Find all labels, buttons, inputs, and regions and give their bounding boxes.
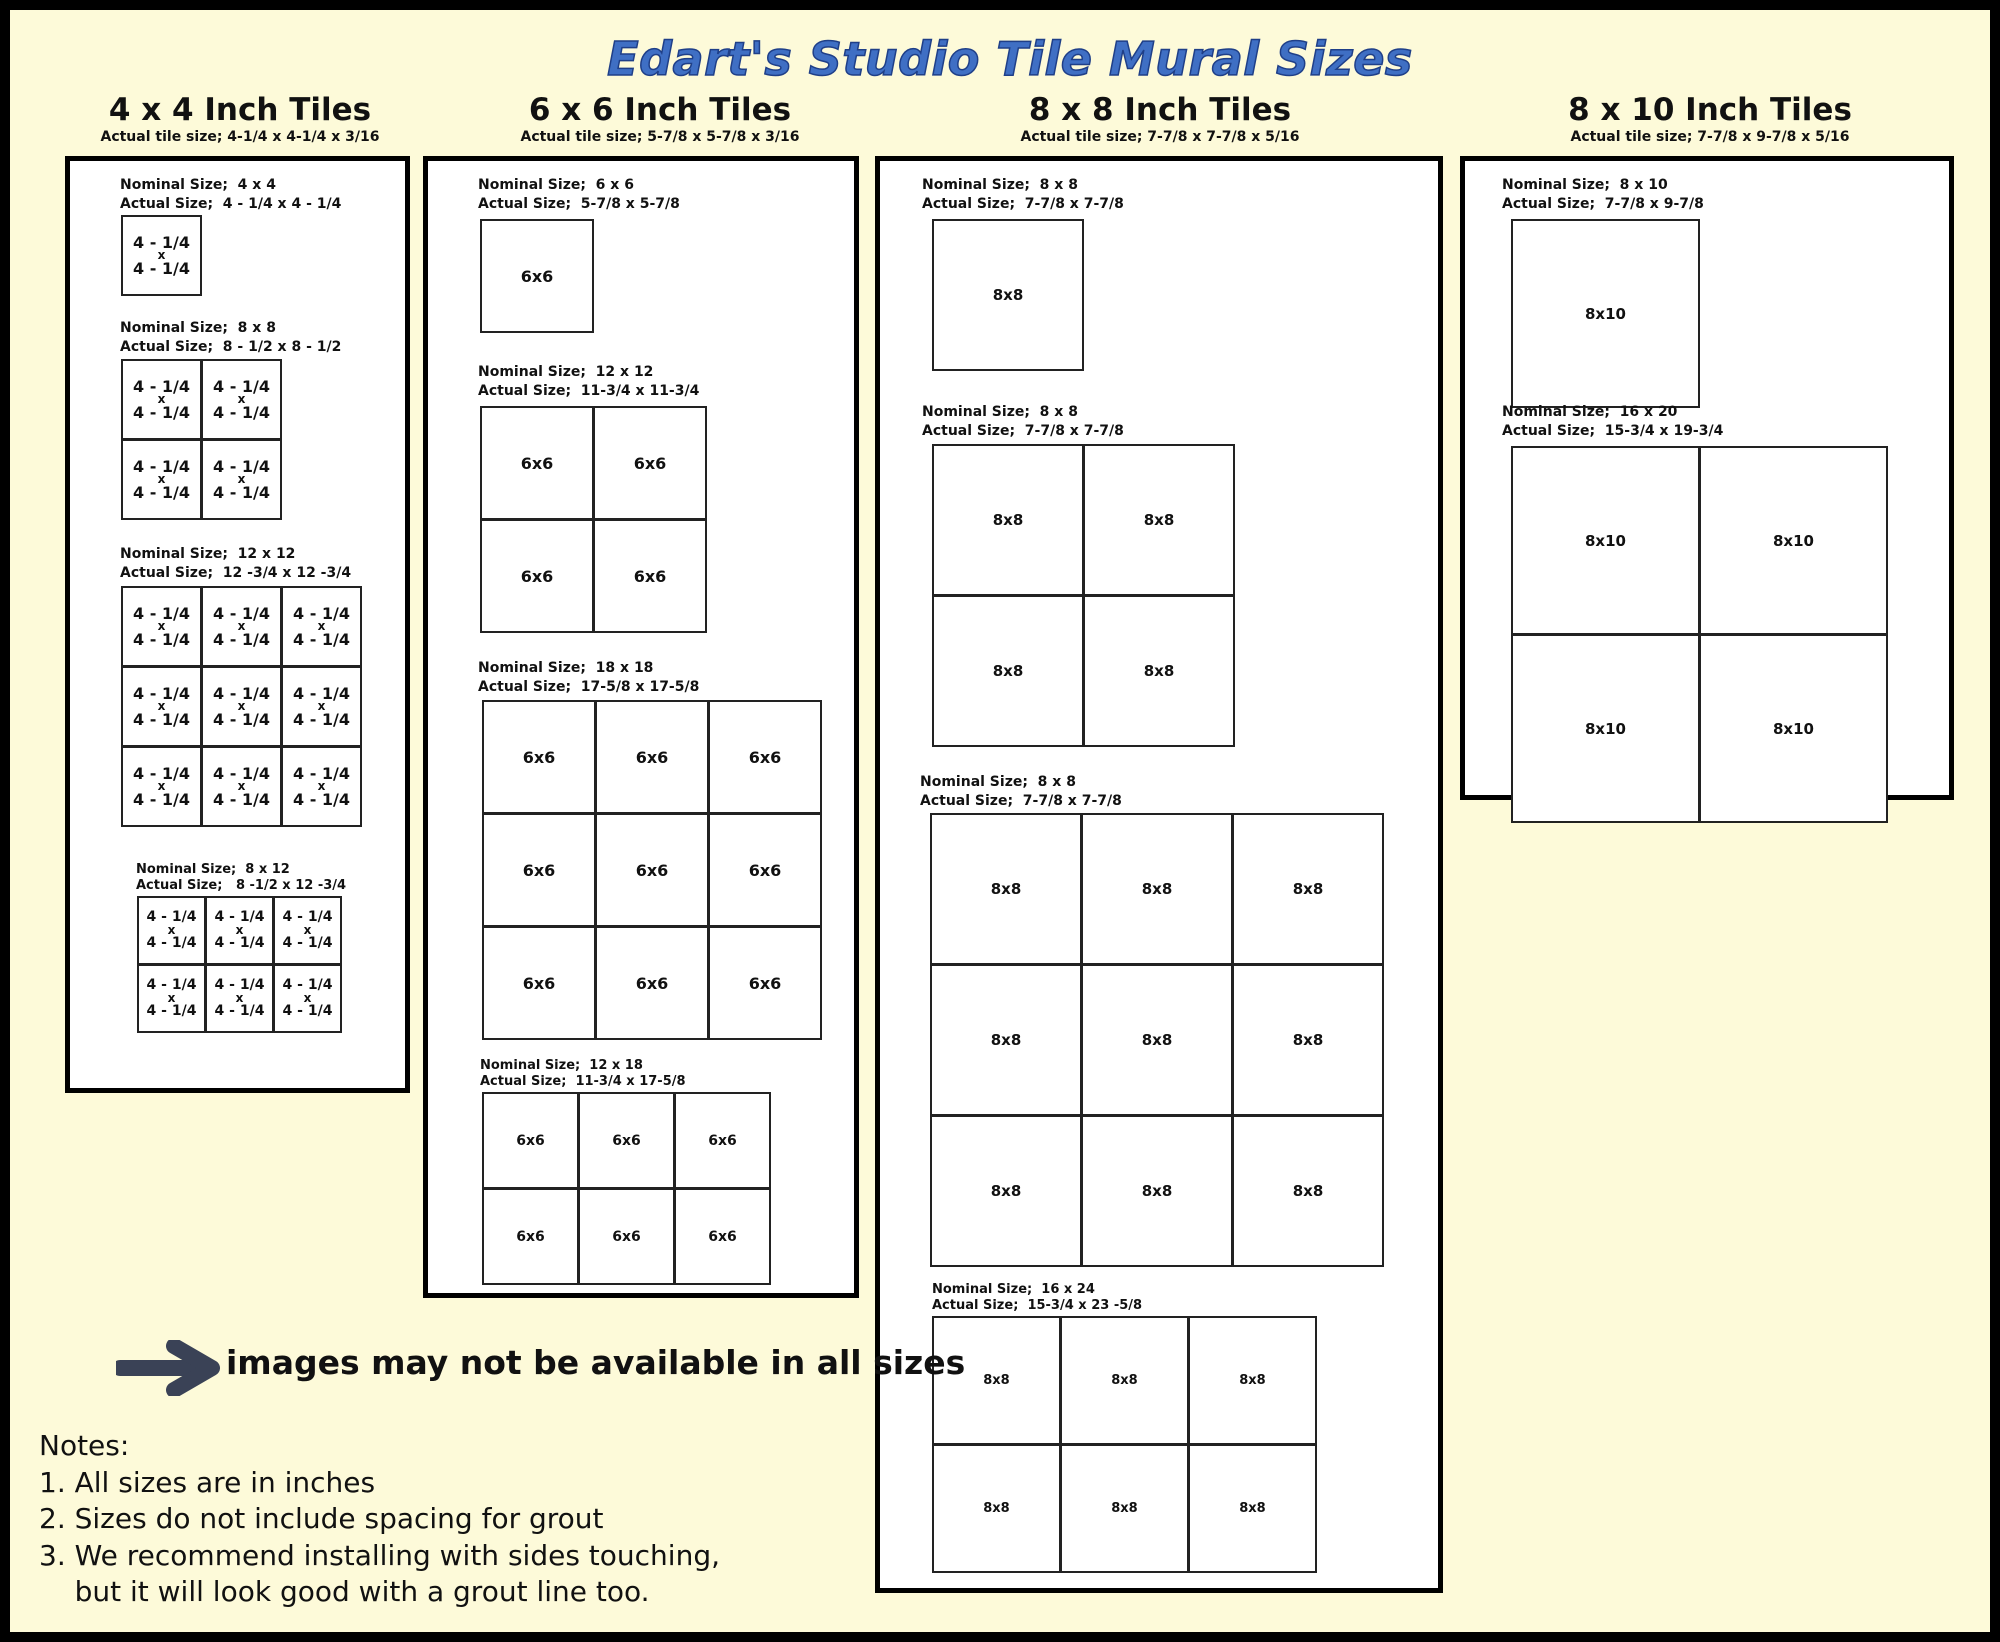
tile-grid [122,216,202,296]
tile [480,406,594,520]
tile-dim-top: 4 - 1/4 [132,604,191,623]
tile-grid [122,360,282,520]
tile-label: 6x6 [516,1132,545,1149]
tile-label: 6x6 [635,860,669,880]
tile-label [133,606,190,647]
tile [930,964,1082,1116]
tile-dim-top: 4 - 1/4 [212,604,271,623]
note-item: but it will look good with a grout line too. [39,1575,650,1608]
tile [480,219,594,333]
tile-dim-top: 4 - 1/4 [146,977,197,993]
tile-grid [483,1093,771,1285]
tile-dim-top: 4 - 1/4 [212,684,271,703]
tile-label [213,766,270,807]
actual-size-label: Actual Size; 8 -1/2 x 12 -3/4 [136,878,347,893]
tile-dim-bot: 4 - 1/4 [132,710,191,729]
tile-label: 6x6 [748,973,782,993]
column-subheading: Actual tile size; 7-7/8 x 7-7/8 x 5/16 [1020,129,1300,145]
tile-label: 8x8 [990,1182,1022,1200]
tile [595,700,709,814]
tile-grid [931,814,1384,1267]
actual-size-label: Actual Size; 5-7/8 x 5-7/8 [478,196,680,212]
actual-size-label: Actual Size; 15-3/4 x 19-3/4 [1502,423,1724,439]
tile [205,896,274,965]
tile-label [213,379,270,420]
nominal-size-label: Nominal Size; 8 x 8 [120,320,276,336]
tile-label: 6x6 [522,860,556,880]
tile-label [133,235,190,276]
tile [1083,595,1235,747]
tile-label: 6x6 [633,566,667,586]
tile [930,813,1082,965]
tile [1511,446,1700,635]
tile [1188,1316,1317,1445]
tile-dim-bot: 4 - 1/4 [292,710,351,729]
tile [482,926,596,1040]
tile [201,439,282,520]
nominal-size-label: Nominal Size; 12 x 12 [478,364,654,380]
tile [674,1092,771,1189]
tile-label [213,686,270,727]
tile-dim-top: 4 - 1/4 [132,457,191,476]
tile [1081,1115,1233,1267]
tile-label: 6x6 [520,566,554,586]
tile-label: 8x10 [1773,719,1814,738]
tile-label [283,910,333,951]
tile [121,359,202,440]
tile [205,964,274,1033]
tile [1188,1444,1317,1573]
tile [1060,1316,1189,1445]
tile-label: 6x6 [522,973,556,993]
tile-dim-bot: 4 - 1/4 [132,403,191,422]
tile-dim-bot: 4 - 1/4 [292,630,351,649]
nominal-size-label: Nominal Size; 12 x 18 [480,1058,643,1073]
tile [593,519,707,633]
tile-label: 8x8 [1292,1182,1324,1200]
tile-label [215,978,265,1019]
tile-label: 6x6 [612,1132,641,1149]
tile-label: 8x8 [990,880,1022,898]
tile-label [133,379,190,420]
tile-label: 6x6 [748,860,782,880]
actual-size-label: Actual Size; 15-3/4 x 23 -5/8 [932,1298,1143,1313]
tile-label [213,606,270,647]
tile-dim-x: x [237,392,246,406]
tile-dim-top: 4 - 1/4 [212,457,271,476]
tile-dim-top: 4 - 1/4 [214,977,265,993]
availability-note: images may not be available in all sizes [226,1343,966,1382]
tile [201,746,282,827]
tile-dim-bot: 4 - 1/4 [282,935,333,951]
tile [121,746,202,827]
tile [1232,813,1384,965]
tile-label: 8x8 [1111,1501,1138,1516]
tile [273,896,342,965]
actual-size-label: Actual Size; 8 - 1/2 x 8 - 1/2 [120,339,342,355]
tile [1699,446,1888,635]
column-heading: 6 x 6 Inch Tiles [528,92,792,128]
tile-label: 8x10 [1585,531,1626,550]
tile-label: 6x6 [635,747,669,767]
tile [674,1188,771,1285]
tile-label: 8x8 [992,662,1024,680]
note-item: 2. Sizes do not include spacing for grout [39,1502,604,1535]
column-header [490,92,830,146]
tile [201,359,282,440]
tile-label: 8x8 [1141,1031,1173,1049]
tile-label: 6x6 [708,1132,737,1149]
tile [1699,634,1888,823]
nominal-size-label: Nominal Size; 8 x 10 [1502,177,1668,193]
tile-dim-x: x [167,991,176,1005]
tile-label: 6x6 [522,747,556,767]
tile-dim-top: 4 - 1/4 [292,604,351,623]
column-header [1550,92,1870,146]
tile-label: 6x6 [635,973,669,993]
tile-dim-top: 4 - 1/4 [132,684,191,703]
tile [595,813,709,927]
tile-dim-bot: 4 - 1/4 [282,1003,333,1019]
tile-dim-x: x [303,923,312,937]
tile [708,926,822,1040]
tile-dim-bot: 4 - 1/4 [212,483,271,502]
actual-size-label: Actual Size; 7-7/8 x 7-7/8 [922,196,1124,212]
tile-label [133,459,190,500]
tile-grid [483,701,822,1040]
actual-size-label: Actual Size; 7-7/8 x 9-7/8 [1502,196,1704,212]
tile-label: 8x8 [1143,511,1175,529]
tile [121,666,202,747]
nominal-size-label: Nominal Size; 8 x 12 [136,862,290,877]
nominal-size-label: Nominal Size; 4 x 4 [120,177,276,193]
tile-grid [481,407,707,633]
tile-label: 8x8 [1292,880,1324,898]
tile-label: 8x8 [983,1373,1010,1388]
tile-dim-bot: 4 - 1/4 [212,790,271,809]
tile [281,746,362,827]
column-header [70,92,410,146]
page-title: Edart's Studio Tile Mural Sizes [607,32,1413,86]
tile-label: 8x8 [1111,1373,1138,1388]
tile [932,444,1084,596]
tile [201,666,282,747]
tile-label [213,459,270,500]
tile-dim-bot: 4 - 1/4 [212,630,271,649]
tile-dim-bot: 4 - 1/4 [212,710,271,729]
tile [482,813,596,927]
tile-label: 6x6 [708,1228,737,1245]
tile-dim-x: x [317,699,326,713]
tile [932,1444,1061,1573]
nominal-size-label: Nominal Size; 8 x 8 [922,177,1078,193]
tile-label: 8x10 [1773,531,1814,550]
actual-size-label: Actual Size; 7-7/8 x 7-7/8 [922,423,1124,439]
tile-label: 8x8 [1239,1501,1266,1516]
tile [1232,964,1384,1116]
tile-dim-bot: 4 - 1/4 [214,935,265,951]
nominal-size-label: Nominal Size; 12 x 12 [120,546,296,562]
tile-dim-bot: 4 - 1/4 [132,483,191,502]
tile-label: 8x8 [983,1501,1010,1516]
tile-label: 8x8 [992,286,1024,304]
tile-grid [138,897,342,1033]
tile-dim-x: x [157,619,166,633]
tile-label: 8x8 [1141,1182,1173,1200]
tile [281,666,362,747]
tile-label: 6x6 [633,453,667,473]
tile-dim-bot: 4 - 1/4 [214,1003,265,1019]
nominal-size-label: Nominal Size; 16 x 24 [932,1282,1095,1297]
tile [1060,1444,1189,1573]
tile-label: 6x6 [520,453,554,473]
tile [930,1115,1082,1267]
tile-grid [1512,220,1700,408]
tile-label [147,910,197,951]
note-item: 1. All sizes are in inches [39,1465,376,1499]
tile-dim-x: x [237,779,246,793]
column-heading: 8 x 8 Inch Tiles [1028,92,1292,128]
tile-dim-bot: 4 - 1/4 [132,259,191,278]
tile [480,519,594,633]
actual-size-label: Actual Size; 4 - 1/4 x 4 - 1/4 [120,196,342,212]
tile-dim-bot: 4 - 1/4 [132,630,191,649]
tile [281,586,362,667]
tile [482,1188,579,1285]
tile-label: 6x6 [520,266,554,286]
tile [932,595,1084,747]
tile [121,439,202,520]
tile [578,1092,675,1189]
tile-dim-x: x [235,991,244,1005]
tile [1081,813,1233,965]
tile-dim-top: 4 - 1/4 [132,233,191,252]
tile-label [293,686,350,727]
tile-label: 8x8 [1141,880,1173,898]
nominal-size-label: Nominal Size; 6 x 6 [478,177,634,193]
tile-label [215,910,265,951]
tile [1232,1115,1384,1267]
tile-dim-top: 4 - 1/4 [282,909,333,925]
tile-grid [122,587,362,827]
tile-dim-x: x [167,923,176,937]
tile-label: 6x6 [612,1228,641,1245]
actual-size-label: Actual Size; 12 -3/4 x 12 -3/4 [120,565,352,581]
nominal-size-label: Nominal Size; 8 x 8 [922,404,1078,420]
column-subheading: Actual tile size; 5-7/8 x 5-7/8 x 3/16 [520,129,800,145]
tile [273,964,342,1033]
tile-label: 6x6 [516,1228,545,1245]
tile-label [147,978,197,1019]
tile-dim-bot: 4 - 1/4 [146,935,197,951]
tile-label: 8x8 [992,511,1024,529]
tile-dim-top: 4 - 1/4 [214,909,265,925]
tile-dim-top: 4 - 1/4 [282,977,333,993]
actual-size-label: Actual Size; 11-3/4 x 11-3/4 [478,383,700,399]
arrow-right-icon [116,1340,220,1396]
tile-dim-top: 4 - 1/4 [146,909,197,925]
tile [1081,964,1233,1116]
tile [578,1188,675,1285]
tile [482,1092,579,1189]
tile-label [283,978,333,1019]
tile-dim-x: x [157,472,166,486]
column-heading: 4 x 4 Inch Tiles [108,92,372,128]
tile-dim-top: 4 - 1/4 [132,764,191,783]
nominal-size-label: Nominal Size; 16 x 20 [1502,404,1678,420]
tile-dim-bot: 4 - 1/4 [212,403,271,422]
tile [708,813,822,927]
tile-dim-top: 4 - 1/4 [292,684,351,703]
tile [121,586,202,667]
tile-dim-x: x [235,923,244,937]
tile [137,964,206,1033]
tile-label: 8x8 [990,1031,1022,1049]
tile-dim-x: x [157,779,166,793]
tile-label [133,766,190,807]
tile-dim-top: 4 - 1/4 [212,764,271,783]
tile [1511,219,1700,408]
nominal-size-label: Nominal Size; 18 x 18 [478,660,654,676]
tile-grid [1512,447,1888,823]
tile [121,215,202,296]
tile-label: 8x8 [1292,1031,1324,1049]
tile-label [293,766,350,807]
tile-dim-bot: 4 - 1/4 [146,1003,197,1019]
tile-label: 8x8 [1143,662,1175,680]
tile [593,406,707,520]
tile-grid [481,220,594,333]
tile-dim-x: x [303,991,312,1005]
tile [137,896,206,965]
tile [708,700,822,814]
tile [482,700,596,814]
column-header [990,92,1330,146]
column-subheading: Actual tile size; 4-1/4 x 4-1/4 x 3/16 [100,129,380,145]
tile [1511,634,1700,823]
tile-label [293,606,350,647]
tile-label: 8x10 [1585,719,1626,738]
tile-dim-x: x [157,392,166,406]
tile [595,926,709,1040]
tile [1083,444,1235,596]
notes-heading: Notes: [39,1429,130,1462]
tile-label: 8x10 [1585,304,1626,323]
tile-dim-top: 4 - 1/4 [212,377,271,396]
tile-dim-bot: 4 - 1/4 [292,790,351,809]
notes-section [39,1428,720,1611]
tile-label: 8x8 [1239,1373,1266,1388]
tile-dim-x: x [157,248,166,262]
tile-label [133,686,190,727]
tile-dim-bot: 4 - 1/4 [132,790,191,809]
column-subheading: Actual tile size; 7-7/8 x 9-7/8 x 5/16 [1570,129,1850,145]
tile-dim-x: x [157,699,166,713]
tile-dim-x: x [237,699,246,713]
actual-size-label: Actual Size; 11-3/4 x 17-5/8 [480,1074,686,1089]
tile-dim-x: x [317,619,326,633]
tile-grid [933,445,1235,747]
tile-dim-top: 4 - 1/4 [132,377,191,396]
tile [932,219,1084,371]
tile-grid [933,220,1084,371]
tile-dim-top: 4 - 1/4 [292,764,351,783]
column-heading: 8 x 10 Inch Tiles [1568,92,1852,128]
tile-dim-x: x [317,779,326,793]
tile-grid [933,1317,1317,1573]
tile-dim-x: x [237,619,246,633]
note-item: 3. We recommend installing with sides touching, [39,1538,720,1572]
tile-dim-x: x [237,472,246,486]
actual-size-label: Actual Size; 7-7/8 x 7-7/8 [920,793,1122,809]
tile-label: 6x6 [748,747,782,767]
tile [201,586,282,667]
actual-size-label: Actual Size; 17-5/8 x 17-5/8 [478,679,700,695]
nominal-size-label: Nominal Size; 8 x 8 [920,774,1076,790]
